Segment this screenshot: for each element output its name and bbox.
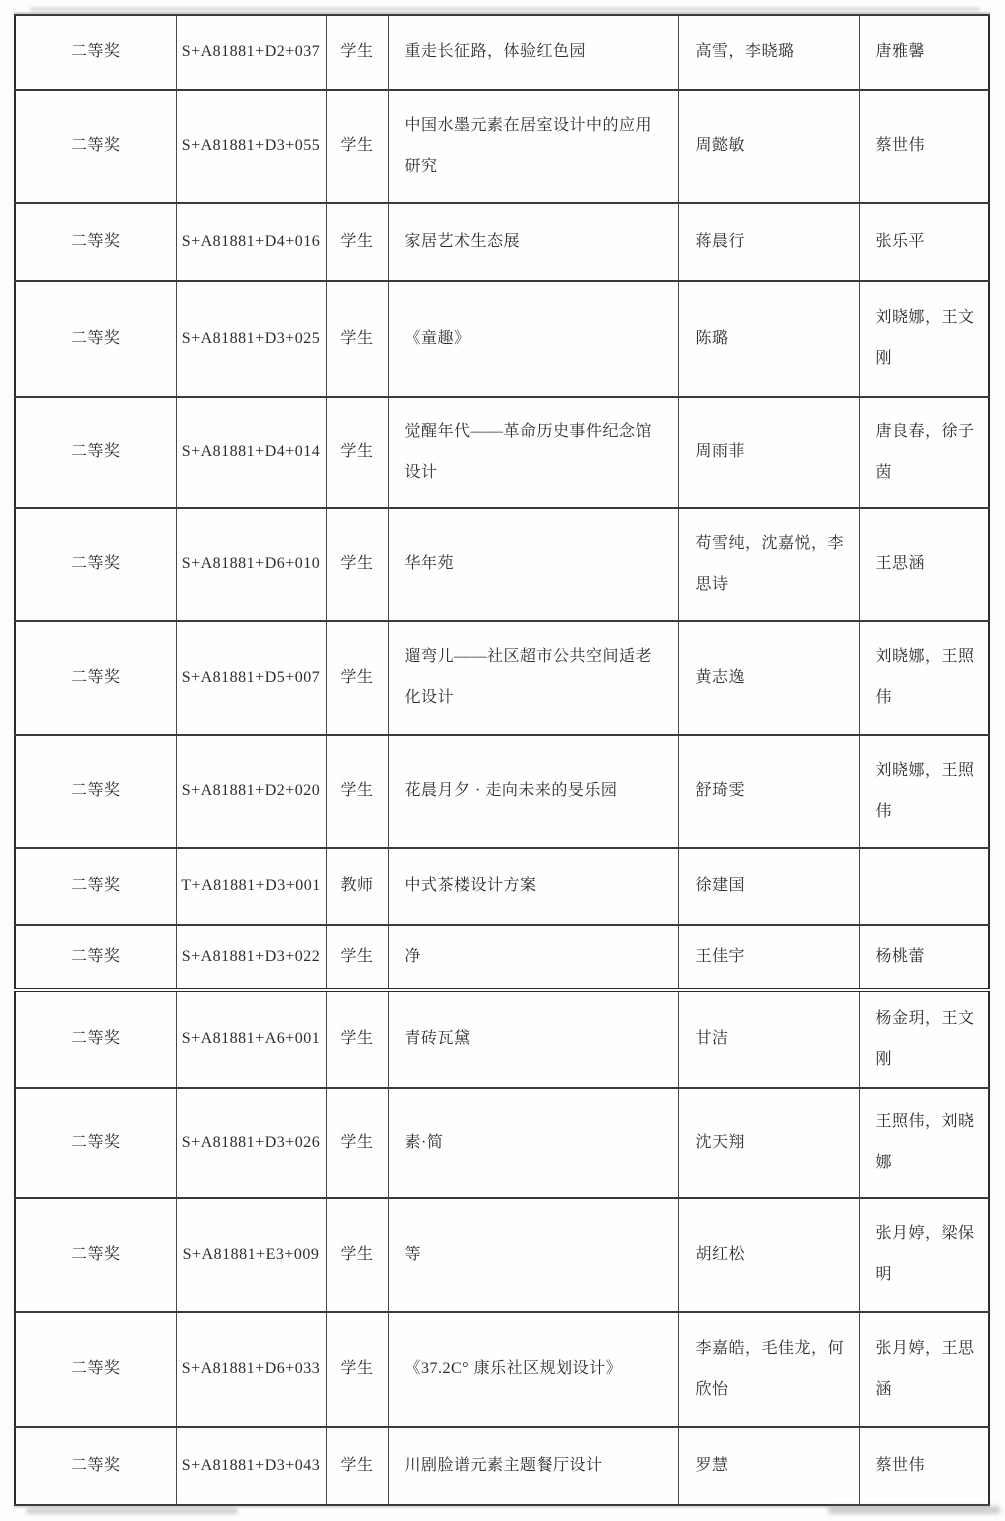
- role-cell: 学生: [326, 1088, 388, 1198]
- role-cell: 学生: [326, 925, 388, 990]
- code-cell: S+A81881+D3+043: [176, 1427, 326, 1505]
- title-cell: 重走长征路，体验红色园: [388, 15, 678, 90]
- code-cell: S+A81881+D4+014: [176, 397, 326, 508]
- role-cell: 学生: [326, 397, 388, 508]
- authors-cell: 舒琦雯: [678, 735, 859, 848]
- table-row: [15, 203, 989, 281]
- authors-cell: 徐建国: [678, 848, 859, 925]
- award-cell: 二等奖: [15, 1312, 176, 1427]
- award-cell: 二等奖: [15, 90, 176, 203]
- role-cell: 学生: [326, 203, 388, 281]
- table-row: [15, 1088, 989, 1198]
- role-cell: 学生: [326, 1427, 388, 1505]
- advisors-cell: 刘晓娜，王照伟: [859, 621, 989, 735]
- title-cell: 等: [388, 1198, 678, 1312]
- award-cell: 二等奖: [15, 1088, 176, 1198]
- authors-cell: 周雨菲: [678, 397, 859, 508]
- authors-cell: 沈天翔: [678, 1088, 859, 1198]
- award-cell: 二等奖: [15, 925, 176, 990]
- scan-artifact-bottom-left: [26, 1508, 238, 1514]
- title-cell: 素·简: [388, 1088, 678, 1198]
- advisors-cell: 张乐平: [859, 203, 989, 281]
- table-row: [15, 848, 989, 925]
- scan-artifact-bottom-right: [828, 1506, 1000, 1514]
- code-cell: T+A81881+D3+001: [176, 848, 326, 925]
- table-row: [15, 1198, 989, 1312]
- award-cell: 二等奖: [15, 621, 176, 735]
- authors-cell: 黄志逸: [678, 621, 859, 735]
- title-cell: 觉醒年代——革命历史事件纪念馆设计: [388, 397, 678, 508]
- advisors-cell: 刘晓娜，王照伟: [859, 735, 989, 848]
- award-cell: 二等奖: [15, 397, 176, 508]
- table-row: [15, 925, 989, 990]
- title-cell: 华年苑: [388, 508, 678, 621]
- role-cell: 学生: [326, 990, 388, 1088]
- table-row: [15, 90, 989, 203]
- title-cell: 青砖瓦黛: [388, 990, 678, 1088]
- code-cell: S+A81881+D3+026: [176, 1088, 326, 1198]
- advisors-cell: 刘晓娜，王文刚: [859, 281, 989, 397]
- title-cell: 《37.2C° 康乐社区规划设计》: [388, 1312, 678, 1427]
- award-cell: 二等奖: [15, 15, 176, 90]
- title-cell: 川剧脸谱元素主题餐厅设计: [388, 1427, 678, 1505]
- role-cell: 学生: [326, 1198, 388, 1312]
- table-row: [15, 15, 989, 90]
- authors-cell: 周懿敏: [678, 90, 859, 203]
- award-cell: 二等奖: [15, 1427, 176, 1505]
- title-cell: 花晨月夕 · 走向未来的旻乐园: [388, 735, 678, 848]
- title-cell: 《童趣》: [388, 281, 678, 397]
- code-cell: S+A81881+D2+020: [176, 735, 326, 848]
- role-cell: 学生: [326, 1312, 388, 1427]
- award-cell: 二等奖: [15, 848, 176, 925]
- code-cell: S+A81881+A6+001: [176, 990, 326, 1088]
- role-cell: 学生: [326, 508, 388, 621]
- advisors-cell: 王照伟，刘晓娜: [859, 1088, 989, 1198]
- award-cell: 二等奖: [15, 735, 176, 848]
- advisors-cell: 蔡世伟: [859, 90, 989, 203]
- code-cell: S+A81881+E3+009: [176, 1198, 326, 1312]
- advisors-cell: 蔡世伟: [859, 1427, 989, 1505]
- title-cell: 中国水墨元素在居室设计中的应用研究: [388, 90, 678, 203]
- advisors-cell: 唐良春，徐子茵: [859, 397, 989, 508]
- scan-artifact-top: [30, 8, 980, 11]
- table-row: [15, 990, 989, 1088]
- code-cell: S+A81881+D3+025: [176, 281, 326, 397]
- authors-cell: 李嘉皓，毛佳龙，何欣怡: [678, 1312, 859, 1427]
- table-row: [15, 281, 989, 397]
- authors-cell: 胡红松: [678, 1198, 859, 1312]
- table-row: [15, 735, 989, 848]
- advisors-cell: 杨金玥，王文刚: [859, 990, 989, 1088]
- title-cell: 遛弯儿——社区超市公共空间适老化设计: [388, 621, 678, 735]
- authors-cell: 罗慧: [678, 1427, 859, 1505]
- authors-cell: 王佳宇: [678, 925, 859, 990]
- role-cell: 学生: [326, 281, 388, 397]
- table-row: [15, 621, 989, 735]
- role-cell: 学生: [326, 735, 388, 848]
- advisors-cell: [859, 848, 989, 925]
- code-cell: S+A81881+D4+016: [176, 203, 326, 281]
- advisors-cell: 王思涵: [859, 508, 989, 621]
- advisors-cell: 杨桃蕾: [859, 925, 989, 990]
- code-cell: S+A81881+D3+022: [176, 925, 326, 990]
- role-cell: 学生: [326, 15, 388, 90]
- authors-cell: 苟雪纯，沈嘉悦，李思诗: [678, 508, 859, 621]
- code-cell: S+A81881+D5+007: [176, 621, 326, 735]
- advisors-cell: 张月婷，王思涵: [859, 1312, 989, 1427]
- table-row: [15, 1312, 989, 1427]
- code-cell: S+A81881+D6+010: [176, 508, 326, 621]
- table-row: [15, 508, 989, 621]
- title-cell: 中式茶楼设计方案: [388, 848, 678, 925]
- award-cell: 二等奖: [15, 1198, 176, 1312]
- title-cell: 净: [388, 925, 678, 990]
- role-cell: 学生: [326, 90, 388, 203]
- award-cell: 二等奖: [15, 281, 176, 397]
- table-row: [15, 397, 989, 508]
- awards-table-body: [15, 15, 989, 1505]
- authors-cell: 高雪，李晓璐: [678, 15, 859, 90]
- award-cell: 二等奖: [15, 508, 176, 621]
- role-cell: 学生: [326, 621, 388, 735]
- table-row: [15, 1427, 989, 1505]
- awards-table: [14, 14, 990, 1506]
- advisors-cell: 张月婷，梁保明: [859, 1198, 989, 1312]
- authors-cell: 陈璐: [678, 281, 859, 397]
- award-cell: 二等奖: [15, 990, 176, 1088]
- code-cell: S+A81881+D3+055: [176, 90, 326, 203]
- advisors-cell: 唐雅馨: [859, 15, 989, 90]
- title-cell: 家居艺术生态展: [388, 203, 678, 281]
- award-cell: 二等奖: [15, 203, 176, 281]
- authors-cell: 甘洁: [678, 990, 859, 1088]
- code-cell: S+A81881+D6+033: [176, 1312, 326, 1427]
- code-cell: S+A81881+D2+037: [176, 15, 326, 90]
- role-cell: 教师: [326, 848, 388, 925]
- authors-cell: 蒋晨行: [678, 203, 859, 281]
